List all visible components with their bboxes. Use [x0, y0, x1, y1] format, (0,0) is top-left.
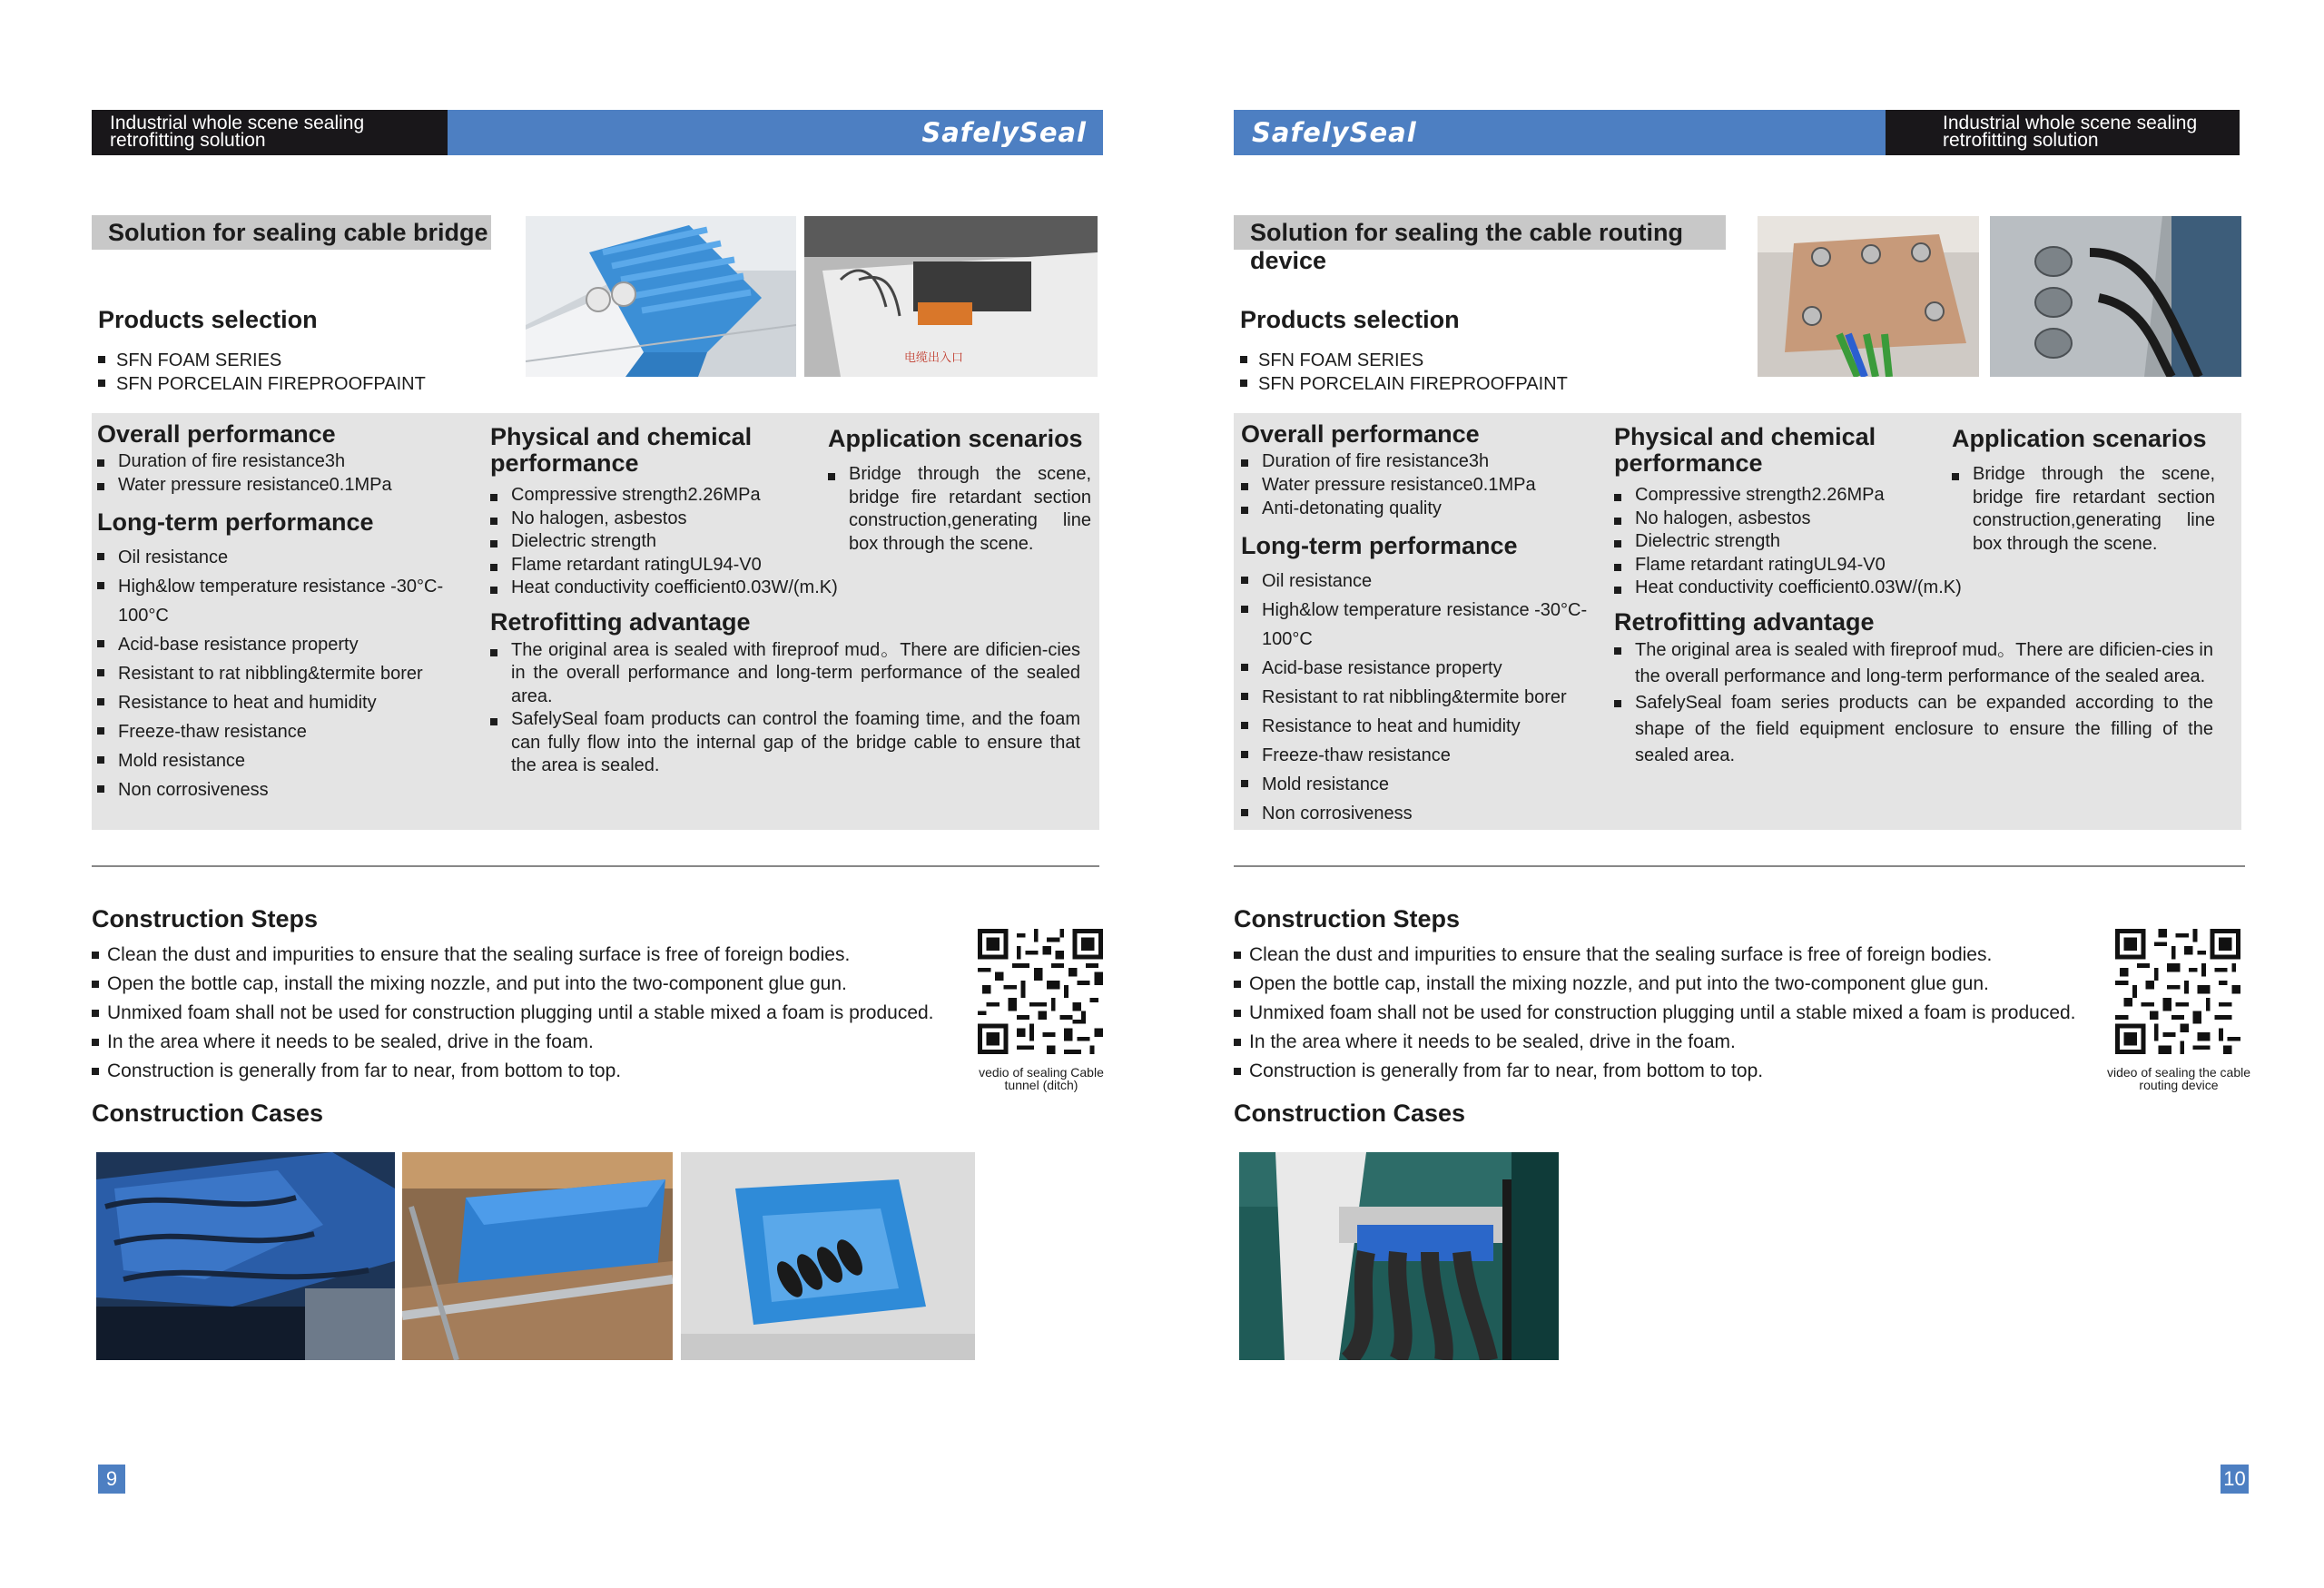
list-item: Bridge through the scene, bridge fire retardant section construction,generating line box through the scene. [1952, 463, 2215, 556]
page-number: 9 [98, 1465, 125, 1494]
list-item: Open the bottle cap, install the mixing nozzle, and put into the two-component glue gun. [92, 970, 934, 999]
list-item: Heat conductivity coefficient0.03W/(m.K) [490, 577, 1089, 600]
cable-entry-box-photo [804, 216, 1098, 377]
performance-panel [1234, 413, 2241, 830]
longterm-list [1241, 567, 1622, 828]
qr-code[interactable] [2115, 929, 2240, 1054]
list-item: Resistance to heat and humidity [97, 688, 478, 717]
overall-list [97, 449, 478, 497]
app-list [828, 463, 1091, 556]
list-item: SFN FOAM SERIES [98, 349, 426, 372]
header-banner [1234, 110, 2240, 155]
list-item: Mold resistance [97, 746, 478, 775]
retro-title: Retrofitting advantage [1614, 607, 1875, 636]
longterm-title: Long-term performance [1241, 532, 1518, 559]
list-item: Clean the dust and impurities to ensure that the sealing surface is free of foreign bodies. [1234, 941, 2076, 970]
list-item: Acid-base resistance property [1241, 654, 1622, 683]
longterm-list [97, 543, 478, 804]
list-item: Oil resistance [97, 543, 478, 572]
list-item: Open the bottle cap, install the mixing nozzle, and put into the two-component glue gun. [1234, 970, 2076, 999]
overall-list [1241, 449, 1622, 520]
list-item: Anti-detonating quality [1241, 497, 1622, 520]
construction-cases-title: Construction Cases [1234, 1100, 1466, 1127]
overall-title: Overall performance [1241, 420, 1480, 448]
list-item: High&low temperature resistance -30°C-100°C [97, 572, 478, 630]
list-item: No halogen, asbestos [490, 508, 1089, 531]
overall-title: Overall performance [97, 420, 336, 448]
list-item: SFN PORCELAIN FIREPROOFPAINT [1240, 372, 1568, 396]
solution-title: Solution for sealing cable bridge [92, 215, 491, 250]
right-page [1162, 0, 2324, 1588]
list-item: Freeze-thaw resistance [97, 717, 478, 746]
routing-device-outlet-photo [1990, 216, 2241, 377]
header-banner [92, 110, 1103, 155]
list-item: Non corrosiveness [1241, 799, 1622, 828]
list-item: Freeze-thaw resistance [1241, 741, 1622, 770]
retro-title: Retrofitting advantage [490, 607, 751, 636]
performance-panel [92, 413, 1099, 830]
list-item: Unmixed foam shall not be used for construction plugging until a stable mixed a foam is produced. [92, 999, 934, 1028]
list-item: Clean the dust and impurities to ensure that the sealing surface is free of foreign bodies. [92, 941, 934, 970]
case-photo-2 [402, 1152, 673, 1360]
cable-bridge-render-photo [526, 216, 796, 377]
case-photo-3 [681, 1152, 975, 1360]
products-list [98, 349, 426, 396]
list-item: Compressive strength2.26MPa [490, 484, 1089, 508]
physical-title: Physical and chemical performance [1614, 423, 1876, 477]
case-photo-1 [96, 1152, 395, 1360]
list-item: High&low temperature resistance -30°C-100°C [1241, 596, 1622, 654]
list-item: Heat conductivity coefficient0.03W/(m.K) [1614, 577, 2213, 600]
list-item: Water pressure resistance0.1MPa [97, 473, 478, 497]
construction-cases-title: Construction Cases [92, 1100, 324, 1127]
app-title: Application scenarios [828, 425, 1083, 452]
construction-steps-title: Construction Steps [92, 905, 319, 932]
construction-steps-title: Construction Steps [1234, 905, 1461, 932]
products-list [1240, 349, 1568, 396]
list-item: Water pressure resistance0.1MPa [1241, 473, 1622, 497]
qr-caption: video of sealing the cable routing device [2107, 1065, 2250, 1092]
list-item: Construction is generally from far to near, from bottom to top. [92, 1057, 934, 1086]
list-item: The original area is sealed with fireproof mud。There are dificien-cies in the overall performance and long-term performance of the sealed area. [1614, 637, 2213, 690]
list-item: In the area where it needs to be sealed, drive in the foam. [1234, 1028, 2076, 1057]
list-item: Duration of fire resistance3h [97, 449, 478, 473]
physical-title: Physical and chemical performance [490, 423, 753, 477]
sign-text: 电缆出入口 [904, 351, 964, 365]
qr-code[interactable] [978, 929, 1103, 1054]
list-item: Dielectric strength [490, 530, 1089, 554]
list-item: Non corrosiveness [97, 775, 478, 804]
products-title: Products selection [98, 306, 318, 333]
list-item: Unmixed foam shall not be used for construction plugging until a stable mixed a foam is produced. [1234, 999, 2076, 1028]
list-item: Mold resistance [1241, 770, 1622, 799]
list-item: Dielectric strength [1614, 530, 2213, 554]
list-item: The original area is sealed with fireproof mud。There are dificien-cies in the overall performance and long-term performance of the sealed area. [490, 639, 1080, 709]
list-item: Flame retardant ratingUL94-V0 [1614, 554, 2213, 577]
list-item: Acid-base resistance property [97, 630, 478, 659]
list-item: Flame retardant ratingUL94-V0 [490, 554, 1089, 577]
list-item: Resistance to heat and humidity [1241, 712, 1622, 741]
list-item: SafelySeal foam products can control the foaming time, and the foam can fully flow into the internal gap of the bridge cable to ensure that the area is sealed. [490, 708, 1080, 778]
list-item: SafelySeal foam series products can be expanded according to the shape of the field equipment enclosure to ensure the filling of the sealed area. [1614, 690, 2213, 769]
divider [92, 865, 1099, 867]
banner-tagline: Industrial whole scene sealing retrofitting solution [1886, 110, 2240, 155]
divider [1234, 865, 2245, 867]
list-item: No halogen, asbestos [1614, 508, 2213, 531]
page-number: 10 [2221, 1465, 2249, 1494]
list-item: Compressive strength2.26MPa [1614, 484, 2213, 508]
case-photo-routing [1239, 1152, 1559, 1360]
list-item: Construction is generally from far to near, from bottom to top. [1234, 1057, 2076, 1086]
qr-caption: vedio of sealing Cable tunnel (ditch) [979, 1065, 1104, 1092]
list-item: Duration of fire resistance3h [1241, 449, 1622, 473]
solution-title: Solution for sealing the cable routing device [1234, 215, 1726, 250]
app-list [1952, 463, 2215, 556]
construction-steps-list [92, 941, 934, 1086]
list-item: Oil resistance [1241, 567, 1622, 596]
longterm-title: Long-term performance [97, 508, 374, 536]
list-item: SFN PORCELAIN FIREPROOFPAINT [98, 372, 426, 396]
list-item: Bridge through the scene, bridge fire retardant section construction,generating line box through the scene. [828, 463, 1091, 556]
brand-logo: SafelySeal [921, 117, 1087, 148]
products-title: Products selection [1240, 306, 1460, 333]
app-title: Application scenarios [1952, 425, 2207, 452]
list-item: Resistant to rat nibbling&termite borer [97, 659, 478, 688]
routing-device-terminal-photo [1758, 216, 1979, 377]
retro-list [490, 639, 1080, 778]
brand-logo: SafelySeal [1252, 117, 1417, 148]
list-item: Resistant to rat nibbling&termite borer [1241, 683, 1622, 712]
construction-steps-list [1234, 941, 2076, 1086]
list-item: In the area where it needs to be sealed, drive in the foam. [92, 1028, 934, 1057]
list-item: SFN FOAM SERIES [1240, 349, 1568, 372]
banner-tagline: Industrial whole scene sealing retrofitting solution [92, 110, 448, 155]
retro-list [1614, 637, 2213, 769]
